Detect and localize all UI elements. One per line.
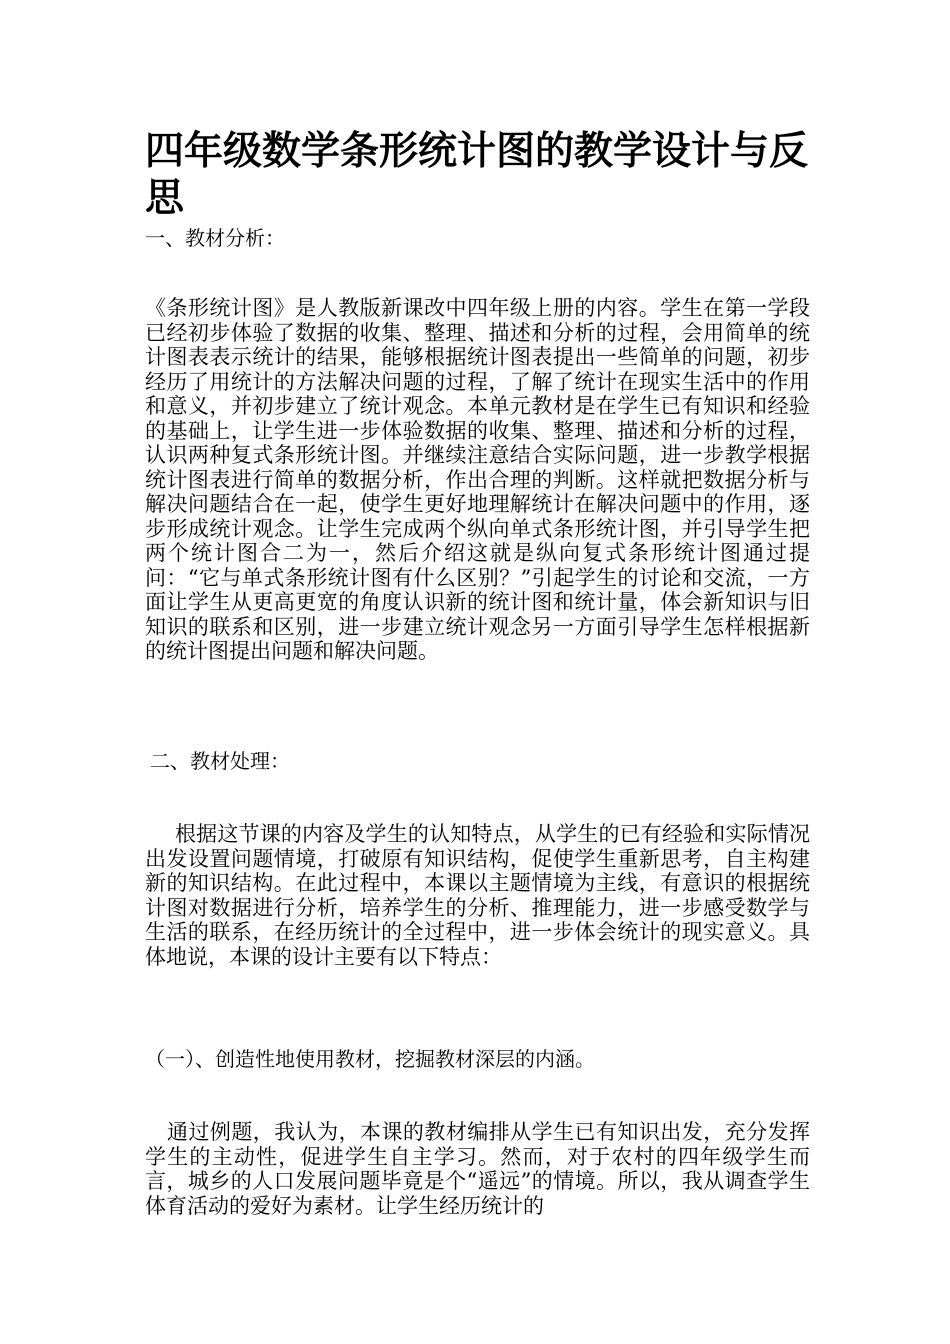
- subsection-heading-creative-use: （一）、创造性地使用教材，挖掘教材深层的内涵。: [145, 1047, 595, 1071]
- subsection-body-creative-use: 通过例题，我认为，本课的教材编排从学生已有知识出发，充分发挥学生的主动性，促进学生自主学习。然而，对于农村的四年级学生而言，城乡的人口发展问题毕竟是个“遥远”的情境。所以，我从调查学生体育活动的爱好为素材。让学生经历统计的: [145, 1120, 810, 1218]
- section-heading-processing: 二、教材处理：: [150, 749, 290, 773]
- section-body-processing: 根据这节课的内容及学生的认知特点，从学生的已有经验和实际情况出发设置问题情境，打破原有知识结构，促使学生重新思考，自主构建新的知识结构。在此过程中，本课以主题情境为主线，有意识的根据统计图对数据进行分析，培养学生的分析、推理能力，进一步感受数学与生活的联系，在经历统计的全过程中，进一步体会统计的现实意义。具体地说，本课的设计主要有以下特点：: [145, 822, 810, 969]
- section-body-analysis: 《条形统计图》是人教版新课改中四年级上册的内容。学生在第一学段已经初步体验了数据的收集、整理、描述和分析的过程，会用简单的统计图表表示统计的结果，能够根据统计图表提出一些简单的问题，初步经历了用统计的方法解决问题的过程，了解了统计在现实生活中的作用和意义，并初步建立了统计观念。本单元教材是在学生已有知识和经验的基础上，让学生进一步体验数据的收集、整理、描述和分析的过程，认识两种复式条形统计图。并继续注意结合实际问题，进一步教学根据统计图表进行简单的数据分析，作出合理的判断。这样就把数据分析与解决问题结合在一起，使学生更好地理解统计在解决问题中的作用，逐步形成统计观念。让学生完成两个纵向单式条形统计图，并引导学生把两个统计图合二为一，然后介绍这就是纵向复式条形统计图通过提问：“它与单式条形统计图有什么区别？”引起学生的讨论和交流，一方面让学生从更高更宽的角度认识新的统计图和统计量，体会新知识与旧知识的联系和区别，进一步建立统计观念另一方面引导学生怎样根据新的统计图提出问题和解决问题。: [145, 296, 810, 663]
- document-title: 四年级数学条形统计图的教学设计与反思: [145, 129, 809, 221]
- section-heading-analysis: 一、教材分析：: [145, 226, 285, 250]
